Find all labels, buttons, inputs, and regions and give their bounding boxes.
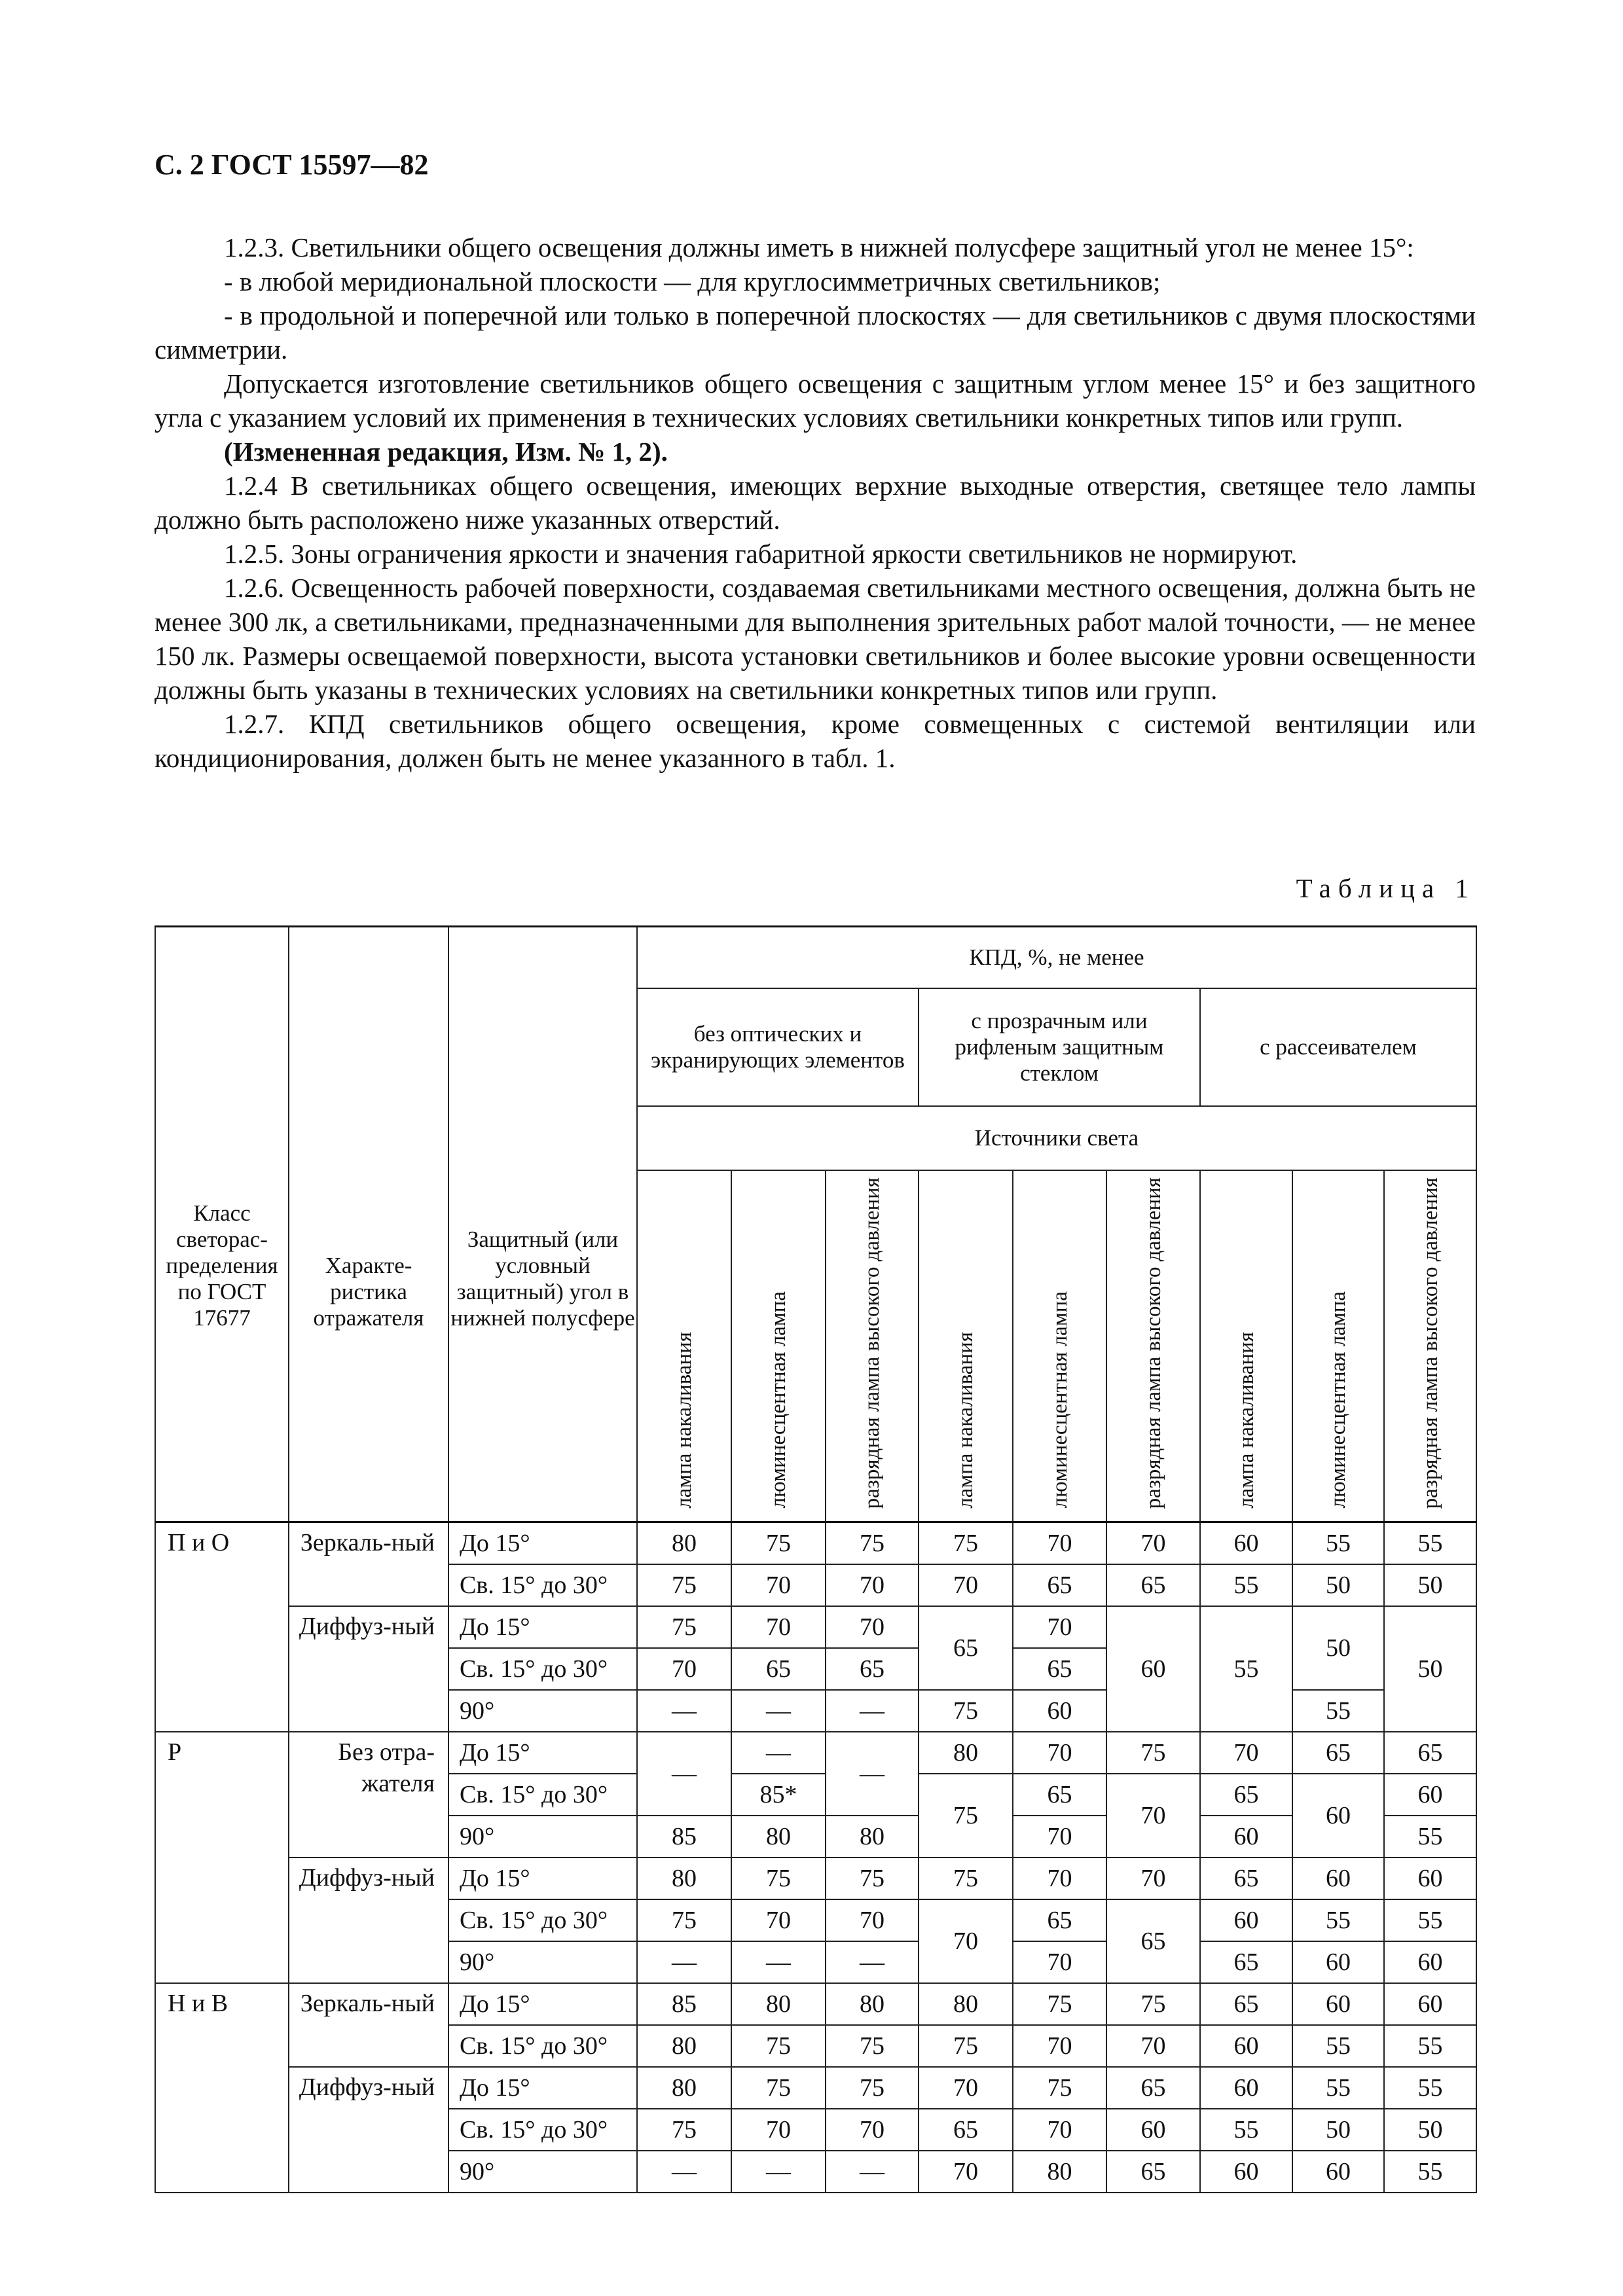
table-caption: Таблица 1 xyxy=(1296,873,1476,903)
value-cell: 70 xyxy=(919,1899,1013,1983)
value-cell: 65 xyxy=(1013,1564,1106,1606)
angle-cell: 90° xyxy=(448,1941,637,1983)
value-cell: 70 xyxy=(731,1564,826,1606)
value-cell: 70 xyxy=(826,1899,919,1941)
value-cell: 70 xyxy=(1013,2109,1106,2151)
angle-cell: 90° xyxy=(448,2151,637,2193)
header-group-glass: с прозрачным или рифленым защитным стеклом xyxy=(919,988,1200,1106)
value-cell: 70 xyxy=(1106,1522,1200,1564)
value-cell: 70 xyxy=(919,1564,1013,1606)
header-group-no-optics: без оптических и экранирующих элементов xyxy=(637,988,919,1106)
class-cell: Н и В xyxy=(155,1983,289,2193)
table-row xyxy=(155,1857,1476,1899)
value-cell: 75 xyxy=(826,1857,919,1899)
value-cell: 70 xyxy=(731,1606,826,1648)
value-cell: 75 xyxy=(731,2025,826,2067)
value-cell: 80 xyxy=(637,2067,731,2109)
value-cell: 65 xyxy=(1384,1732,1476,1774)
value-cell: 75 xyxy=(637,1899,731,1941)
value-cell: 75 xyxy=(919,1690,1013,1732)
value-cell: 65 xyxy=(1013,1899,1106,1941)
value-cell: 70 xyxy=(637,1648,731,1690)
value-cell: 55 xyxy=(1200,1606,1292,1732)
value-cell: 70 xyxy=(1013,2025,1106,2067)
reflector-cell: Диффуз-ный xyxy=(289,1857,448,1983)
angle-cell: До 15° xyxy=(448,1983,637,2025)
value-cell: 55 xyxy=(1384,2025,1476,2067)
table-row xyxy=(155,2067,1476,2109)
value-cell: — xyxy=(731,1690,826,1732)
value-cell: 70 xyxy=(1106,1774,1200,1857)
value-cell: 75 xyxy=(637,1606,731,1648)
angle-cell: До 15° xyxy=(448,1732,637,1774)
value-cell: — xyxy=(826,1941,919,1983)
paragraph-allowance: Допускается изготовление светильников общего освещения с защитным углом менее 15° и без защитного угла с указанием условий их применения в технических условиях светильники конкретных типов или групп. xyxy=(155,368,1476,433)
angle-cell: Св. 15° до 30° xyxy=(448,1899,637,1941)
value-cell: 60 xyxy=(1200,1522,1292,1564)
value-cell: 50 xyxy=(1292,1606,1384,1690)
value-cell: 60 xyxy=(1013,1690,1106,1732)
value-cell: 50 xyxy=(1384,1564,1476,1606)
value-cell: 65 xyxy=(1106,1899,1200,1983)
value-cell: — xyxy=(826,1690,919,1732)
header-lamp-col-5 xyxy=(1013,1170,1106,1522)
value-cell: — xyxy=(637,1732,731,1816)
reflector-cell: Зеркаль-ный xyxy=(289,1983,448,2067)
paragraph-list-item-1: - в любой меридиональной плоскости — для круглосимметричных светильников; xyxy=(224,266,1161,296)
header-lamp-col-4 xyxy=(919,1170,1013,1522)
header-lamp-col-9 xyxy=(1384,1170,1476,1522)
value-cell: 65 xyxy=(1013,1774,1106,1816)
value-cell: 60 xyxy=(1292,2151,1384,2193)
value-cell: 60 xyxy=(1200,1899,1292,1941)
table-container xyxy=(155,925,1476,2193)
value-cell: 75 xyxy=(1013,1983,1106,2025)
value-cell: 60 xyxy=(1384,1774,1476,1816)
angle-cell: Св. 15° до 30° xyxy=(448,2025,637,2067)
header-protective-angle: Защитный (или условный защитный) угол в нижней полусфере xyxy=(448,927,637,1522)
lamp-caption: люминесцентная лампа xyxy=(1326,1291,1350,1509)
value-cell: 55 xyxy=(1200,2109,1292,2151)
class-cell: П и О xyxy=(155,1522,289,1732)
value-cell: 60 xyxy=(1106,1606,1200,1732)
value-cell: 70 xyxy=(919,2067,1013,2109)
header-reflector: Характе-ристика отражателя xyxy=(289,927,448,1522)
lamp-caption: люминесцентная лампа xyxy=(1048,1291,1072,1509)
value-cell: 65 xyxy=(1200,1941,1292,1983)
value-cell: 80 xyxy=(637,1522,731,1564)
value-cell: 65 xyxy=(1200,1857,1292,1899)
value-cell: 55 xyxy=(1292,2025,1384,2067)
value-cell: 75 xyxy=(1013,2067,1106,2109)
value-cell: 75 xyxy=(637,2109,731,2151)
value-cell: 70 xyxy=(1200,1732,1292,1774)
value-cell: 75 xyxy=(731,1522,826,1564)
value-cell: 75 xyxy=(919,2025,1013,2067)
value-cell: 60 xyxy=(1106,2109,1200,2151)
value-cell: 75 xyxy=(826,2067,919,2109)
value-cell: 70 xyxy=(826,1606,919,1648)
header-lamp-col-1 xyxy=(637,1170,731,1522)
header-class: Класс светорас-пределения по ГОСТ 17677 xyxy=(155,927,289,1522)
efficiency-table xyxy=(155,925,1477,2193)
header-light-sources: Источники света xyxy=(637,1106,1476,1170)
value-cell: 60 xyxy=(1384,1941,1476,1983)
header-lamp-col-3 xyxy=(826,1170,919,1522)
value-cell: 80 xyxy=(919,1732,1013,1774)
value-cell: — xyxy=(637,2151,731,2193)
value-cell: 60 xyxy=(1200,2151,1292,2193)
value-cell: 75 xyxy=(637,1564,731,1606)
value-cell: 65 xyxy=(826,1648,919,1690)
header-lamp-col-2 xyxy=(731,1170,826,1522)
value-cell: — xyxy=(637,1690,731,1732)
header-efficiency: КПД, %, не менее xyxy=(637,927,1476,988)
page-header: С. 2 ГОСТ 15597—82 xyxy=(155,149,429,181)
value-cell: 60 xyxy=(1384,1857,1476,1899)
value-cell: 65 xyxy=(1292,1732,1384,1774)
value-cell: 60 xyxy=(1292,1774,1384,1857)
amendment-note: (Измененная редакция, Изм. № 1, 2). xyxy=(224,437,668,467)
table-row xyxy=(155,1983,1476,2025)
value-cell: 60 xyxy=(1292,1941,1384,1983)
value-cell: 70 xyxy=(1106,2025,1200,2067)
value-cell: 55 xyxy=(1292,2067,1384,2109)
value-cell: 55 xyxy=(1292,1690,1384,1732)
lamp-caption: лампа накаливания xyxy=(954,1332,977,1509)
value-cell: 70 xyxy=(1013,1941,1106,1983)
value-cell: 75 xyxy=(919,1522,1013,1564)
value-cell: 80 xyxy=(637,1857,731,1899)
value-cell: 75 xyxy=(919,1857,1013,1899)
value-cell: — xyxy=(637,1941,731,1983)
value-cell: 55 xyxy=(1384,1522,1476,1564)
value-cell: — xyxy=(731,2151,826,2193)
value-cell: 50 xyxy=(1384,2109,1476,2151)
table-row xyxy=(155,1732,1476,1774)
value-cell: 55 xyxy=(1200,1564,1292,1606)
value-cell: 80 xyxy=(731,1983,826,2025)
angle-cell: До 15° xyxy=(448,2067,637,2109)
paragraph-1-2-5: 1.2.5. Зоны ограничения яркости и значения габаритной яркости светильников не нормируют. xyxy=(224,539,1298,569)
value-cell: 70 xyxy=(826,2109,919,2151)
angle-cell: До 15° xyxy=(448,1522,637,1564)
value-cell: — xyxy=(731,1941,826,1983)
value-cell: 50 xyxy=(1292,2109,1384,2151)
value-cell: 70 xyxy=(1013,1732,1106,1774)
value-cell: 65 xyxy=(919,1606,1013,1690)
value-cell: 70 xyxy=(919,2151,1013,2193)
lamp-caption: разрядная лампа высокого давления xyxy=(1141,1177,1165,1509)
value-cell: 80 xyxy=(826,1816,919,1857)
value-cell: — xyxy=(731,1732,826,1774)
value-cell: 80 xyxy=(919,1983,1013,2025)
value-cell: 80 xyxy=(731,1816,826,1857)
value-cell: 65 xyxy=(1106,2151,1200,2193)
lamp-caption: люминесцентная лампа xyxy=(767,1291,790,1509)
value-cell: 70 xyxy=(731,1899,826,1941)
reflector-cell: Без отра-жателя xyxy=(289,1732,448,1857)
lamp-caption: разрядная лампа высокого давления xyxy=(1418,1177,1442,1509)
value-cell: 65 xyxy=(1200,1774,1292,1816)
paragraph-1-2-4: 1.2.4 В светильниках общего освещения, имеющих верхние выходные отверстия, светящее тело лампы должно быть расположено ниже указанных отверстий. xyxy=(155,471,1476,535)
value-cell: 65 xyxy=(1106,1564,1200,1606)
paragraph-1-2-3: 1.2.3. Светильники общего освещения должны иметь в нижней полусфере защитный угол не менее 15°: xyxy=(224,232,1414,262)
reflector-cell: Диффуз-ный xyxy=(289,1606,448,1732)
value-cell: 80 xyxy=(1013,2151,1106,2193)
angle-cell: 90° xyxy=(448,1690,637,1732)
class-cell: Р xyxy=(155,1732,289,1983)
value-cell: 60 xyxy=(1200,2025,1292,2067)
lamp-caption: разрядная лампа высокого давления xyxy=(860,1177,884,1509)
header-lamp-col-8 xyxy=(1292,1170,1384,1522)
value-cell: 75 xyxy=(826,2025,919,2067)
value-cell: 70 xyxy=(731,2109,826,2151)
angle-cell: Св. 15° до 30° xyxy=(448,1774,637,1816)
value-cell: 65 xyxy=(1200,1983,1292,2025)
table-row xyxy=(155,1606,1476,1648)
lamp-caption: лампа накаливания xyxy=(672,1332,696,1509)
header-lamp-col-7 xyxy=(1200,1170,1292,1522)
angle-cell: Св. 15° до 30° xyxy=(448,2109,637,2151)
table-row xyxy=(155,1522,1476,1564)
paragraph-list-item-2: - в продольной и поперечной или только в поперечной плоскостях — для светильников с двумя плоскостями симметрии. xyxy=(155,300,1476,365)
lamp-caption: лампа накаливания xyxy=(1234,1332,1258,1509)
value-cell: 70 xyxy=(1106,1857,1200,1899)
value-cell: 55 xyxy=(1384,2067,1476,2109)
reflector-cell: Диффуз-ный xyxy=(289,2067,448,2193)
value-cell: 85 xyxy=(637,1816,731,1857)
value-cell: 60 xyxy=(1200,2067,1292,2109)
value-cell: — xyxy=(826,2151,919,2193)
value-cell: 55 xyxy=(1292,1522,1384,1564)
value-cell: 70 xyxy=(1013,1816,1106,1857)
value-cell: 55 xyxy=(1384,1816,1476,1857)
reflector-cell: Зеркаль-ный xyxy=(289,1522,448,1606)
value-cell: 60 xyxy=(1292,1857,1384,1899)
value-cell: 70 xyxy=(1013,1857,1106,1899)
value-cell: 75 xyxy=(1106,1983,1200,2025)
value-cell: — xyxy=(826,1732,919,1816)
value-cell: 55 xyxy=(1384,1899,1476,1941)
value-cell: 50 xyxy=(1384,1606,1476,1732)
angle-cell: Св. 15° до 30° xyxy=(448,1648,637,1690)
paragraph-1-2-7: 1.2.7. КПД светильников общего освещения, кроме совмещенных с системой вентиляции или кондиционирования, должен быть не менее указанного в табл. 1. xyxy=(155,709,1476,773)
angle-cell: До 15° xyxy=(448,1857,637,1899)
value-cell: 65 xyxy=(1106,2067,1200,2109)
value-cell: 65 xyxy=(1013,1648,1106,1690)
value-cell: 85 xyxy=(637,1983,731,2025)
value-cell: 80 xyxy=(826,1983,919,2025)
document-body xyxy=(155,230,1476,775)
value-cell: 60 xyxy=(1292,1983,1384,2025)
value-cell: 75 xyxy=(731,1857,826,1899)
header-group-diffuser: с рассеивателем xyxy=(1200,988,1476,1106)
value-cell: 70 xyxy=(1013,1606,1106,1648)
angle-cell: Св. 15° до 30° xyxy=(448,1564,637,1606)
value-cell: 75 xyxy=(919,1774,1013,1857)
value-cell: 75 xyxy=(826,1522,919,1564)
paragraph-1-2-6: 1.2.6. Освещенность рабочей поверхности, создаваемая светильниками местного освещения, должна быть не менее 300 лк, а светильниками, предназначенными для выполнения зрительных работ малой точности, — не менее 150 лк. Размеры освещаемой поверхности, высота установки светильников и более высокие уровни освещенности должны быть указаны в технических условиях на светильники конкретных типов или групп. xyxy=(155,573,1476,705)
value-cell: 65 xyxy=(731,1648,826,1690)
value-cell: 60 xyxy=(1384,1983,1476,2025)
value-cell: 55 xyxy=(1384,2151,1476,2193)
value-cell: 60 xyxy=(1200,1816,1292,1857)
value-cell: 75 xyxy=(731,2067,826,2109)
value-cell: 65 xyxy=(919,2109,1013,2151)
angle-cell: 90° xyxy=(448,1816,637,1857)
value-cell: 85* xyxy=(731,1774,826,1816)
header-lamp-col-6 xyxy=(1106,1170,1200,1522)
value-cell: 50 xyxy=(1292,1564,1384,1606)
value-cell: 70 xyxy=(826,1564,919,1606)
angle-cell: До 15° xyxy=(448,1606,637,1648)
value-cell: 70 xyxy=(1013,1522,1106,1564)
value-cell: 75 xyxy=(1106,1732,1200,1774)
value-cell: 55 xyxy=(1292,1899,1384,1941)
value-cell: 80 xyxy=(637,2025,731,2067)
